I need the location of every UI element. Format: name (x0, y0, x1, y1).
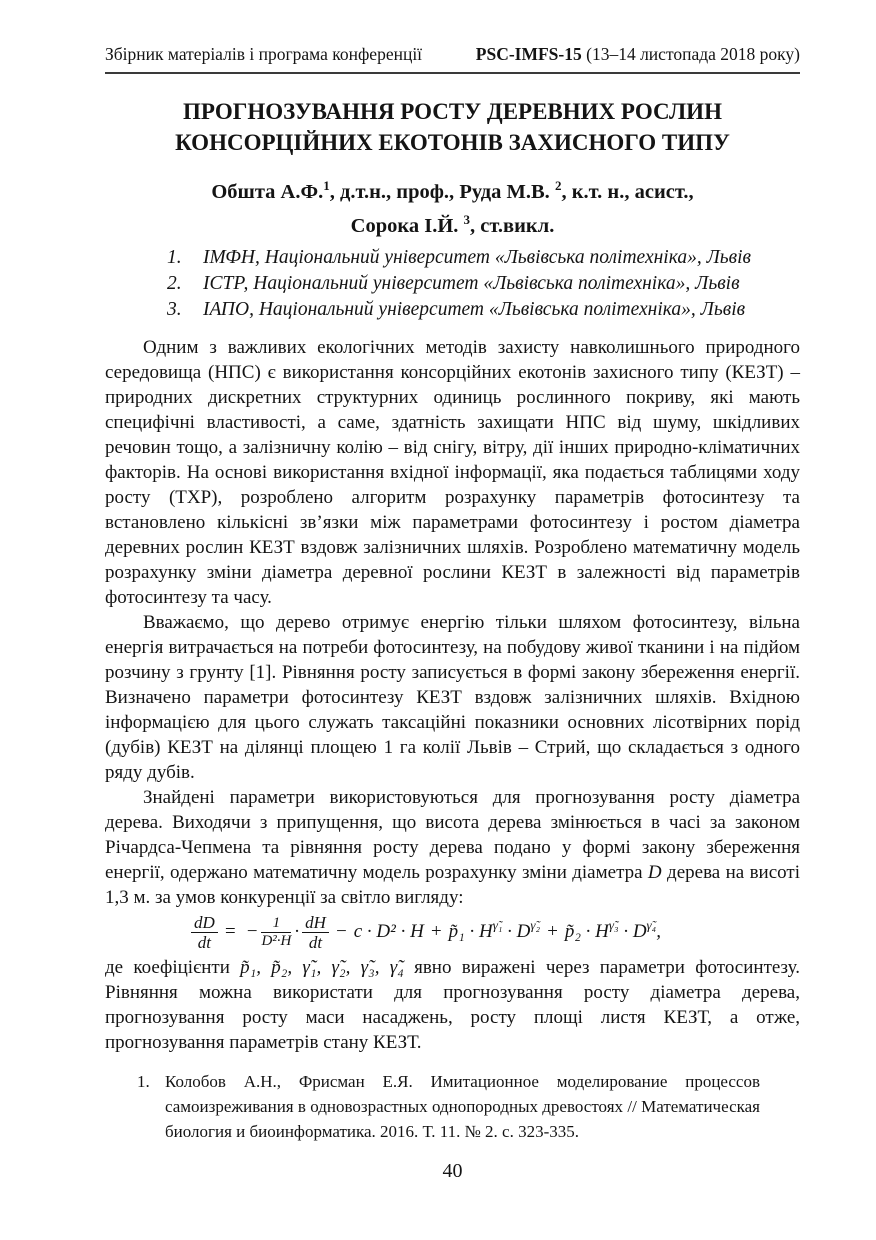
header-conference-code: PSC-IMFS-15 (475, 44, 582, 64)
d-factor: · D (502, 920, 531, 942)
author-superscript: 2 (554, 178, 562, 193)
paper-title: ПРОГНОЗУВАННЯ РОСТУ ДЕРЕВНИХ РОСЛИН КОНСОРЦІЙНИХ ЕКОТОНІВ ЗАХИСНОГО ТИПУ (175, 99, 730, 155)
authors-line-1 (105, 172, 800, 206)
article-body (105, 335, 800, 1055)
affiliation-text: ІМФН, Національний університет «Львівська політехніка», Львів (203, 246, 752, 268)
gamma1-exponent: γ̃₁ (492, 917, 503, 933)
paragraph-3-text: дерева на висоті 1,3 м. за умов конкуренції за світло вигляду: (105, 861, 800, 908)
minus-sign: − (245, 920, 259, 942)
author-superscript: 3 (463, 211, 471, 227)
affiliation-number: 3. (167, 298, 182, 320)
affiliation-text: ІАПО, Національний університет «Львівська політехніка», Львів (203, 298, 746, 320)
affiliation-item (167, 297, 800, 323)
competition-term: c · D² · H (353, 920, 424, 942)
paragraph-4 (105, 955, 800, 1055)
minus-sign: − (334, 920, 348, 942)
diameter-variable: D (647, 861, 662, 883)
author-degree: , д.т.н., проф., (329, 180, 460, 203)
formula-comma: , (656, 920, 661, 942)
author-name: Сорока І.Й. (350, 214, 464, 237)
author-degree: , ст.викл. (470, 214, 555, 237)
paragraph-1: Одним з важливих екологічних методів захисту навколишнього природного середовища (НПС) є використання консорційних екотонів захисного типу (КЕЗТ) – природних дискретних структурних одиниць рослинного покриву, які мають специфічні властивості, а саме, здатність захищати НПС від шуму, шкідливих речовин тощо, а залізничну колію – від снігу, вітру, дії інших природно-кліматичних факторів. На основі використання вхідної інформації, яка подається таблицями ходу росту (ТХР), розроблено алгоритм розрахунку параметрів фотосинтезу та встановлено кількісні зв’язки між параметрами фотосинтезу і ростом діаметра деревних рослин КЕЗТ вздовж залізничних шляхів. Розроблено математичну модель розрахунку зміни діаметра деревної рослини КЕЗТ в залежності від параметрів фотосинтезу та часу. (105, 336, 800, 608)
author-name: Руда М.В. (459, 180, 555, 203)
affiliation-text: ІСТР, Національний університет «Львівська політехніка», Львів (203, 272, 740, 294)
d-factor: · D (618, 920, 647, 942)
paragraph-4-text: де коефіцієнти (105, 956, 241, 978)
affiliation-item (167, 245, 800, 271)
dot-operator: · (294, 920, 300, 942)
lhs-fraction: $\frac{dD}{dt}$ (191, 913, 218, 952)
affiliation-number: 2. (167, 272, 182, 294)
reference-number: 1. (137, 1071, 150, 1091)
authors-block (105, 172, 800, 240)
paragraph-2: Вважаємо, що дерево отримує енергію тільки шляхом фотосинтезу, вільна енергія витрачається на потреби фотосинтезу, на побудову живої тканини і на підйом розчину з грунту [1]. Рівняння росту записується в формі закону збереження енергії. Визначено параметри фотосинтезу КЕЗТ вздовж залізничних шляхів. Вхідною інформацією для цього служать таксаційні показники основних лісотвірних порід (дубів) КЕЗТ на ділянці площею 1 га колії Львів – Стрий, що складається з одного ряду дубів. (105, 611, 800, 783)
gamma2-exponent: γ̃₂ (530, 917, 540, 933)
paragraph-3 (105, 785, 800, 910)
paragraph-3-text: Знайдені параметри використовуються для прогнозування росту діаметра дерева. Виходячи з припущення, що висота дерева змінюється в часі за законом Річардса-Чепмена та рівняння росту дерева подано у формі закону збереження енергії, одержано математичну модель розрахунку зміни діаметра (105, 786, 800, 883)
plus-sign: + (429, 920, 443, 942)
growth-equation (191, 913, 800, 952)
reciprocal-fraction: $\frac{1}{\text{D²·H}}$ (261, 914, 292, 949)
affiliation-number: 1. (167, 246, 182, 268)
page-number: 40 (442, 1159, 463, 1182)
author-superscript: 1 (323, 178, 330, 193)
p2-term: p̃₂ · H (564, 920, 609, 942)
paragraph-4-text: явно виражені через параметри фотосинтезу. Рівняння можна використати для прогнозування росту діаметра дерева, прогнозування росту маси насаджень, росту площі листя КЕЗТ, а отже, прогнозування параметрів стану КЕЗТ. (105, 956, 800, 1053)
affiliations-list (167, 245, 800, 323)
authors-line-2 (105, 206, 800, 240)
reference-text: Колобов А.Н., Фрисман Е.Я. Имитационное моделирование процессов самоизреживания в одновозрастных однопородных древостоях // Математическая биология и биоинформатика. 2016. Т. 11. № 2. с. 323-335. (165, 1071, 760, 1141)
coefficients-list: p̃₁, p̃₂, γ̃₁, γ̃₂, γ̃₃, γ̃₄ (240, 956, 404, 978)
author-name: Обшта А.Ф. (211, 180, 324, 203)
references-list (137, 1069, 760, 1144)
gamma3-exponent: γ̃₃ (608, 917, 619, 933)
dh-fraction: $\frac{dH}{dt}$ (302, 913, 329, 952)
header-right-text (476, 44, 800, 65)
header-left-text: Збірник матеріалів і програма конференції (105, 44, 423, 64)
author-degree: , к.т. н., асист., (561, 180, 694, 203)
gamma4-exponent: γ̃₄ (646, 917, 657, 933)
plus-sign: + (546, 920, 559, 942)
reference-item (137, 1069, 760, 1144)
equals-sign: = (223, 920, 237, 942)
p1-term: p̃₁ · H (448, 920, 493, 942)
page-header (105, 44, 800, 74)
affiliation-item (167, 271, 800, 297)
header-conference-date: (13–14 листопада 2018 року) (581, 44, 800, 64)
